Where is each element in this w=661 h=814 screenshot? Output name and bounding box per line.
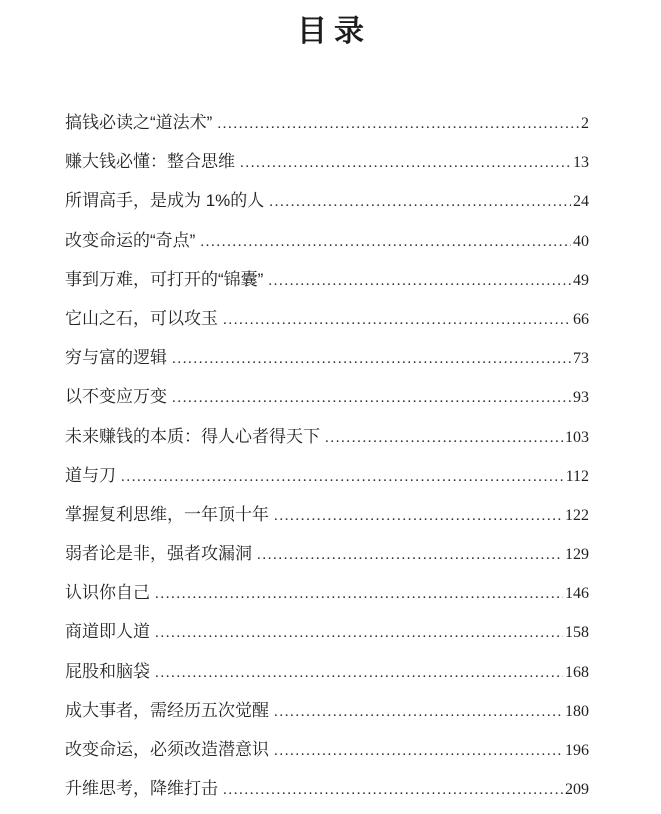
toc-entry-title: 商道即人道 <box>65 622 150 642</box>
toc-entry-title: 升维思考，降维打击 <box>65 779 218 799</box>
toc-entry-title: 改变命运的“奇点” <box>65 230 196 250</box>
toc-entry <box>65 456 589 495</box>
toc-entry-title: 以不变应万变 <box>65 387 167 407</box>
toc-page-number: 158 <box>565 624 589 642</box>
toc-entry <box>65 534 589 573</box>
page-title: 目录 <box>297 15 371 48</box>
toc-entry <box>65 769 589 808</box>
toc-dot-leader <box>155 575 563 614</box>
toc-page-number: 103 <box>565 428 589 446</box>
toc-entry <box>65 260 589 299</box>
toc-page-number: 73 <box>573 350 589 368</box>
toc-page-number: 24 <box>573 193 589 211</box>
toc-page-number: 196 <box>565 742 589 759</box>
toc-entry-title: 赚大钱必懂：整合思维 <box>65 152 235 172</box>
toc-dot-leader <box>223 771 563 810</box>
toc-entry <box>65 730 589 769</box>
toc-dot-leader <box>172 379 571 418</box>
toc-page-number: 168 <box>565 663 589 681</box>
toc-dot-leader <box>325 419 563 458</box>
toc-page-number: 66 <box>573 310 589 328</box>
toc-dot-leader <box>268 262 571 301</box>
toc-entry-title: 成大事者，需经历五次觉醒 <box>65 700 269 720</box>
toc-dot-leader <box>217 105 579 144</box>
toc-page-number: 122 <box>565 506 589 524</box>
toc-entry <box>65 495 589 534</box>
toc-page-number: 93 <box>573 389 589 407</box>
toc-page-number: 180 <box>565 702 589 720</box>
toc-entry <box>65 377 589 416</box>
toc-entry-title: 道与刀 <box>65 465 116 485</box>
toc-page-number: 40 <box>573 232 589 250</box>
toc-page-number: 13 <box>573 154 589 172</box>
toc-entry <box>65 181 589 220</box>
toc-entry-title: 未来赚钱的本质：得人心者得天下 <box>65 426 320 446</box>
toc-entry-title: 屁股和脑袋 <box>65 661 150 681</box>
toc-entry <box>65 417 589 456</box>
toc-entry-title: 改变命运，必须改造潜意识 <box>65 740 269 759</box>
toc-entry-title: 事到万难，可打开的“锦囊” <box>65 269 264 289</box>
toc-dot-leader <box>274 693 563 732</box>
toc-dot-leader <box>223 301 571 340</box>
toc-list <box>0 103 661 808</box>
toc-entry <box>65 612 589 651</box>
toc-entry <box>65 221 589 260</box>
toc-entry-title: 所谓高手，是成为 1%的人 <box>65 191 265 211</box>
toc-dot-leader <box>274 497 563 536</box>
toc-entry-title: 认识你自己 <box>65 583 150 603</box>
toc-entry <box>65 338 589 377</box>
toc-entry-title: 它山之石，可以攻玉 <box>65 308 218 328</box>
toc-entry <box>65 142 589 181</box>
toc-page-number: 49 <box>573 271 589 289</box>
toc-entry <box>65 299 589 338</box>
toc-entry <box>65 573 589 612</box>
toc-dot-leader <box>172 340 571 379</box>
toc-dot-leader <box>269 183 571 222</box>
toc-entry <box>65 103 589 142</box>
toc-entry-title: 弱者论是非，强者攻漏洞 <box>65 544 252 564</box>
toc-page-number: 2 <box>581 115 589 132</box>
toc-dot-leader <box>121 458 564 497</box>
toc-entry <box>65 652 589 691</box>
toc-page-number: 112 <box>565 467 589 485</box>
toc-entry-title: 穷与富的逻辑 <box>65 348 167 368</box>
toc-dot-leader <box>155 654 563 693</box>
toc-entry <box>65 691 589 730</box>
toc-dot-leader <box>200 223 571 262</box>
toc-dot-leader <box>155 614 563 653</box>
toc-entry-title: 搞钱必读之“道法术” <box>65 113 213 132</box>
toc-dot-leader <box>240 144 571 183</box>
toc-page-number: 146 <box>565 585 589 603</box>
toc-dot-leader <box>274 732 563 771</box>
toc-dot-leader <box>257 536 563 575</box>
toc-page-number: 209 <box>565 781 589 799</box>
toc-page-number: 129 <box>565 546 589 564</box>
toc-entry-title: 掌握复利思维，一年顶十年 <box>65 504 269 524</box>
